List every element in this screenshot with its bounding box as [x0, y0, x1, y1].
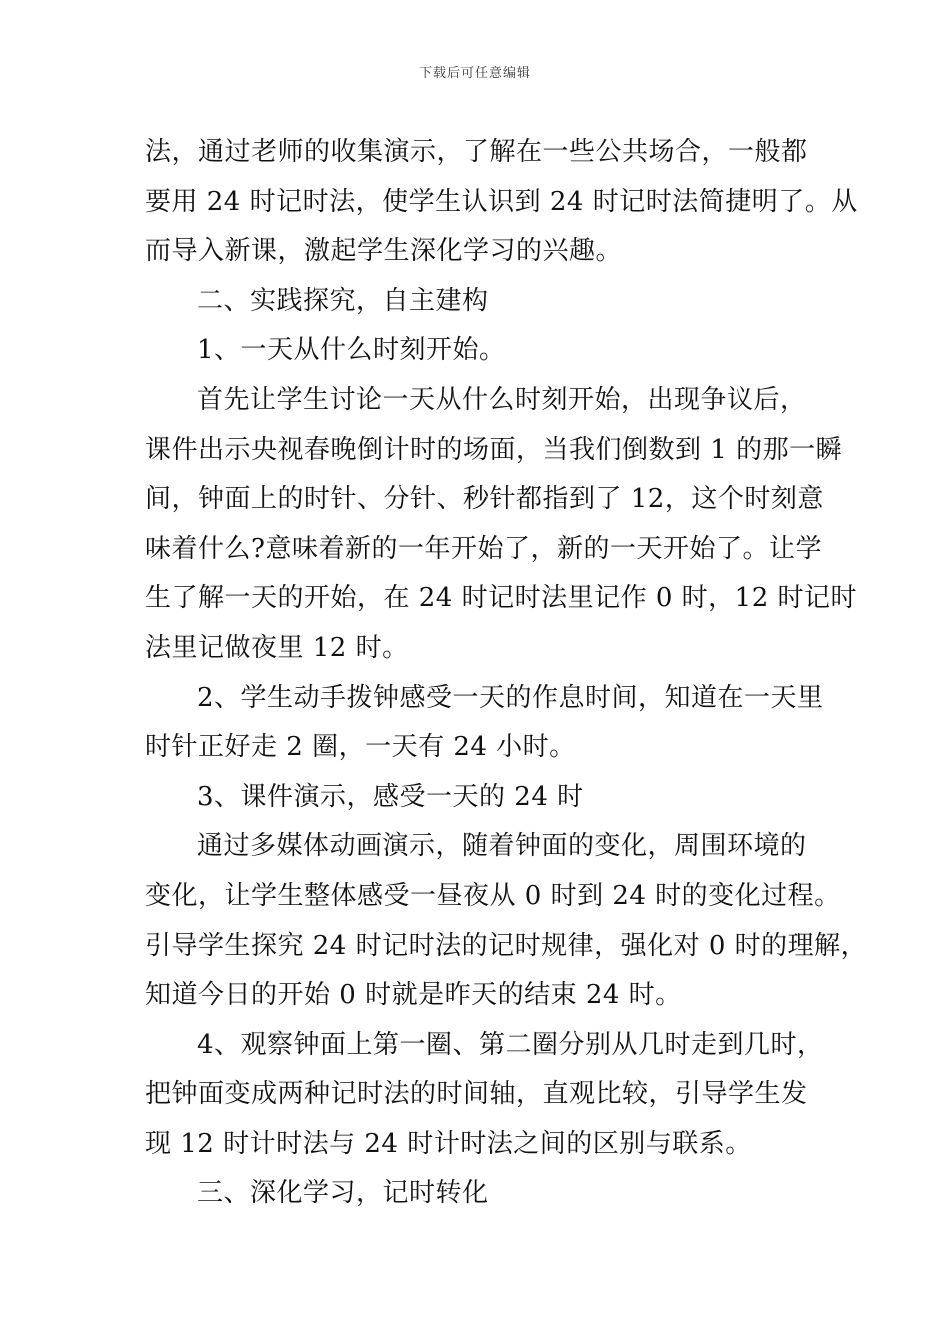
text-line: 时针正好走 2 圈，一天有 24 小时。	[145, 732, 576, 763]
text-line: 把钟面变成两种记时法的时间轴，直观比较，引导学生发	[145, 1079, 808, 1110]
text-line: 法，通过老师的收集演示，了解在一些公共场合，一般都	[145, 137, 808, 167]
text-line: 现 12 时计时法与 24 时计时法之间的区别与联系。	[145, 1128, 752, 1159]
text-line: 而导入新课，激起学生深化学习的兴趣。	[145, 236, 623, 267]
subsection-heading: 4、观察钟面上第一圈、第二圈分别从几时走到几时，	[197, 1029, 824, 1060]
text-line: 法里记做夜里 12 时。	[145, 632, 409, 663]
text-line: 通过多媒体动画演示，随着钟面的变化，周围环境的	[197, 831, 807, 862]
text-line: 首先让学生讨论一天从什么时刻开始，出现争议后，	[197, 384, 807, 415]
subsection-heading: 2、学生动手拨钟感受一天的作息时间，知道在一天里	[197, 682, 824, 713]
text-line: 引导学生探究 24 时记时法的记时规律，强化对 0 时的理解，	[145, 930, 868, 961]
text-line: 知道今日的开始 0 时就是昨天的结束 24 时。	[145, 980, 682, 1011]
text-line: 味着什么?意味着新的一年开始了，新的一天开始了。让学	[145, 533, 822, 564]
text-line: 课件出示央视春晚倒计时的场面，当我们倒数到 1 的那一瞬	[145, 434, 843, 465]
text-line: 要用 24 时记时法，使学生认识到 24 时记时法简捷明了。从	[145, 186, 858, 217]
text-line: 生了解一天的开始，在 24 时记时法里记作 0 时，12 时记时	[145, 583, 858, 614]
section-heading: 三、深化学习，记时转化	[197, 1178, 489, 1209]
section-heading: 二、实践探究，自主建构	[197, 285, 489, 316]
text-line: 变化，让学生整体感受一昼夜从 0 时到 24 时的变化过程。	[145, 880, 841, 911]
page-header: 下载后可任意编辑	[418, 66, 531, 81]
document-body	[145, 128, 868, 1219]
text-line: 间，钟面上的时针、分针、秒针都指到了 12，这个时刻意	[145, 484, 824, 515]
subsection-heading: 1、一天从什么时刻开始。	[197, 335, 506, 366]
subsection-heading: 3、课件演示，感受一天的 24 时	[197, 781, 584, 812]
